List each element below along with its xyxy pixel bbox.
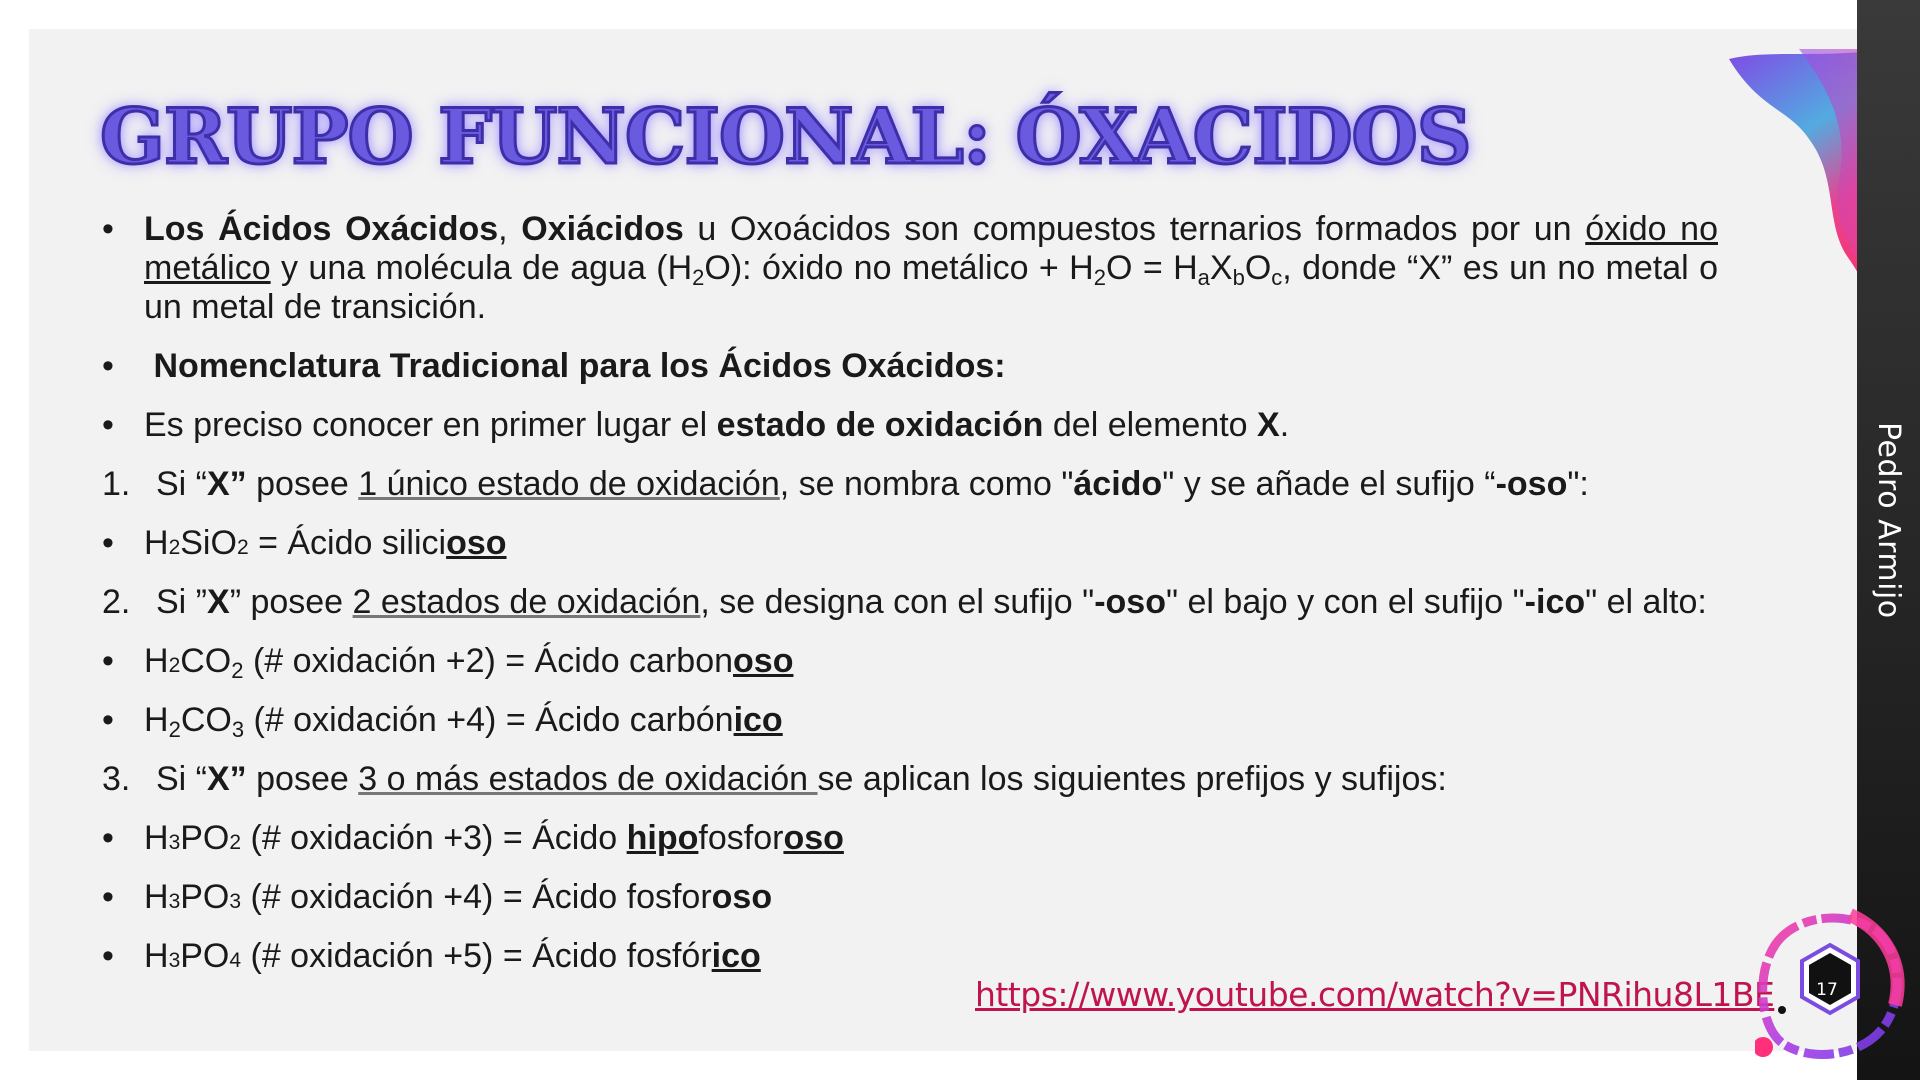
text-segment: a [1197, 265, 1210, 290]
text-segment: posee [246, 465, 359, 503]
rule-one-text [156, 465, 1718, 504]
text-segment: CO [180, 701, 232, 739]
example-carbonoso [102, 642, 1718, 681]
text-segment: oso [446, 524, 507, 562]
example-fosforico [102, 937, 1718, 976]
example-carbonico [102, 701, 1718, 740]
example-text [144, 878, 1718, 917]
text-segment: se aplican los siguientes prefijos y sufijos: [817, 760, 1447, 798]
text-segment: oso [783, 819, 844, 857]
text-segment: 2 [692, 265, 705, 290]
bullet-marker: • [102, 406, 114, 444]
text-segment: (# oxidación +4) = Ácido carbón [244, 701, 734, 739]
text-segment: , [498, 210, 522, 248]
text-segment: posee [246, 760, 359, 798]
text-segment: 4 [229, 949, 242, 972]
text-segment: 2 [1093, 265, 1106, 290]
example-text [144, 701, 1718, 740]
text-segment: H [144, 878, 169, 916]
text-segment: 3 [168, 831, 181, 854]
bullet-marker: • [102, 210, 114, 248]
text-segment: 3 [231, 717, 245, 742]
text-segment: O [1244, 249, 1272, 287]
example-silicioso [102, 524, 1718, 563]
text-segment: H [144, 524, 169, 562]
example-text [144, 937, 1718, 976]
text-segment: H [144, 642, 169, 680]
rule-two [102, 583, 1718, 622]
text-segment: -oso [1094, 583, 1166, 621]
text-segment: 2 [168, 536, 181, 559]
text-segment: X [207, 583, 230, 621]
bullet-marker: • [102, 701, 114, 739]
text-segment: " y se añade el sufijo “ [1162, 465, 1496, 503]
text-segment: c [1271, 265, 1283, 290]
text-segment: O): óxido no metálico + H [704, 249, 1094, 287]
text-segment: O = H [1105, 249, 1198, 287]
text-segment: Los Ácidos Oxácidos [144, 210, 499, 248]
text-segment: PO [180, 878, 230, 916]
bullet-nomenclature-heading [102, 347, 1718, 386]
rule-three-text [156, 760, 1718, 799]
text-segment: = Ácido silici [248, 524, 447, 562]
text-segment: X” [207, 465, 247, 503]
text-segment: (# oxidación +2) = Ácido carbon [243, 642, 734, 680]
text-segment: H [144, 819, 169, 857]
rule-number: 2. [102, 583, 131, 621]
text-segment: , se nombra como " [779, 465, 1074, 503]
text-segment: 3 [168, 890, 181, 913]
text-segment: X [1209, 249, 1233, 287]
text-segment: 3 [229, 890, 242, 913]
bullet-marker: • [102, 937, 114, 975]
text-segment: . [1279, 406, 1290, 444]
text-segment: oso [711, 878, 773, 916]
definition-text [144, 210, 1718, 327]
text-segment: 3 [168, 949, 181, 972]
text-segment: fosfor [698, 819, 784, 857]
text-segment: X” [207, 760, 247, 798]
text-segment: ico [711, 937, 761, 975]
nomenclature-heading [144, 347, 1718, 386]
example-text [144, 819, 1718, 858]
text-segment: CO [180, 642, 232, 680]
rule-number: 1. [102, 465, 131, 503]
youtube-link[interactable]: https://www.youtube.com/watch?v=PNRihu8L1BE [975, 975, 1775, 1014]
text-segment: Si “ [156, 760, 207, 798]
rule-one [102, 465, 1718, 504]
text-segment: (# oxidación +3) = Ácido [241, 819, 627, 857]
oxidation-state-text [144, 406, 1718, 445]
text-segment: b [1232, 265, 1245, 290]
bullet-marker: • [102, 878, 114, 916]
text-segment: H [144, 937, 169, 975]
bullet-definition [102, 210, 1718, 327]
text-segment: Es preciso conocer en primer lugar el [144, 406, 717, 444]
text-segment: PO [180, 819, 230, 857]
text-segment: " el bajo y con el sufijo " [1166, 583, 1525, 621]
text-segment: ": [1567, 465, 1589, 503]
text-segment: 2 [231, 658, 244, 683]
text-segment: (# oxidación +5) = Ácido fosfór [241, 937, 712, 975]
text-segment: estado de oxidación [716, 406, 1044, 444]
rule-three [102, 760, 1718, 799]
text-segment: H [144, 701, 169, 739]
example-text [144, 524, 1718, 563]
text-segment: ácido [1073, 465, 1163, 503]
text-segment: -ico [1524, 583, 1586, 621]
text-segment: 1 único estado de oxidación [358, 465, 780, 503]
bullet-marker: • [102, 524, 114, 562]
text-segment: oso [733, 642, 794, 680]
text-segment: , se designa con el sufijo " [700, 583, 1095, 621]
text-segment: 2 [168, 717, 181, 742]
text-segment: Nomenclatura Tradicional para los Ácidos Oxácidos: [153, 347, 1006, 385]
text-segment: 2 [236, 536, 249, 559]
text-segment: PO [180, 937, 230, 975]
text-segment: 2 [229, 831, 242, 854]
text-segment: u Oxoácidos son compuestos ternarios formados por un [683, 210, 1586, 248]
rule-two-text [156, 583, 1718, 622]
text-segment: Si “ [156, 465, 207, 503]
example-fosforoso [102, 878, 1718, 917]
author-name: Pedro Armijo [1871, 421, 1906, 619]
text-segment: X [1257, 406, 1280, 444]
text-segment: -oso [1495, 465, 1568, 503]
text-segment: ” posee [229, 583, 353, 621]
text-segment: 3 o más estados de oxidación [358, 760, 818, 798]
text-segment: , donde “X” es un no metal o un metal de transición. [144, 249, 1718, 326]
bullet-oxidation-state [102, 406, 1718, 445]
text-segment: (# oxidación +4) = Ácido fosfor [241, 878, 712, 916]
text-segment: hipo [626, 819, 699, 857]
example-hipofosforoso [102, 819, 1718, 858]
decorative-wave-graphic [1729, 49, 1857, 389]
page-number: 17 [1816, 980, 1838, 1000]
rule-number: 3. [102, 760, 131, 798]
text-segment: Si ” [156, 583, 207, 621]
text-segment: del elemento [1043, 406, 1258, 444]
bullet-marker: • [102, 819, 114, 857]
bullet-marker: • [102, 642, 114, 680]
text-segment: SiO [180, 524, 237, 562]
example-text [144, 642, 1718, 681]
text-segment: ico [733, 701, 783, 739]
text-segment: " el alto: [1585, 583, 1707, 621]
text-segment: Oxiácidos [521, 210, 684, 248]
text-segment: y una molécula de agua (H [270, 249, 693, 287]
text-segment: óxido no metálico [144, 210, 1718, 287]
text-segment: 2 estados de oxidación [352, 583, 701, 621]
bullet-marker: • [102, 347, 114, 385]
text-segment: 2 [168, 654, 181, 677]
slide-content [102, 210, 1718, 996]
slide-title: GRUPO FUNCIONAL: ÓXACIDOS [100, 92, 1471, 181]
